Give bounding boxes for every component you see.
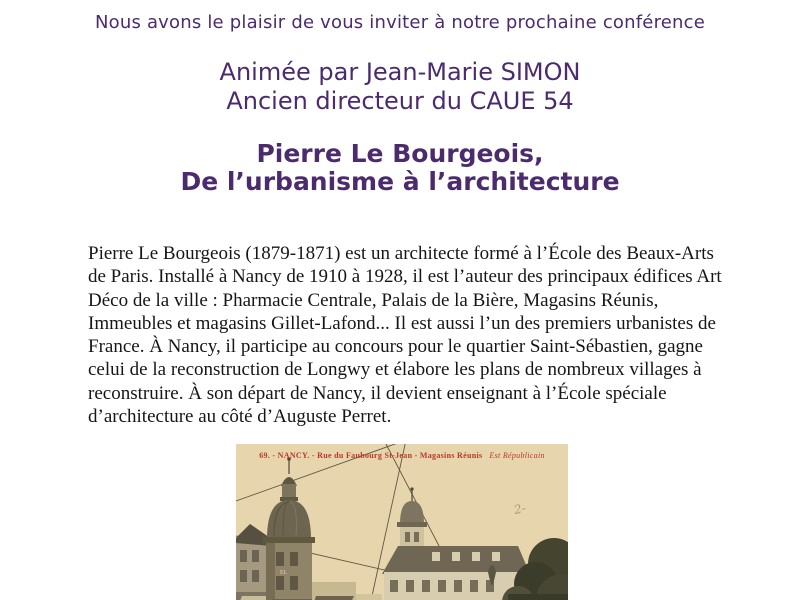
postcard-caption-credit: Est Républicain xyxy=(489,451,545,460)
invite-line: Nous avons le plaisir de vous inviter à notre prochaine conférence xyxy=(94,12,706,33)
speaker-role-line: Ancien directeur du CAUE 54 xyxy=(226,87,574,115)
nancy-postcard-image xyxy=(236,444,568,600)
postcard-pencil-mark: 2- xyxy=(512,500,528,518)
postcard-street-scene xyxy=(236,444,568,600)
postcard-caption xyxy=(236,451,568,460)
postcard-caption-text: 69. - NANCY. - Rue du Faubourg St-Jean - Magasins Réunis xyxy=(259,451,483,460)
speaker-name-line: Animée par Jean-Marie SIMON xyxy=(219,58,581,86)
biography-paragraph: Pierre Le Bourgeois (1879-1871) est un architecte formé à l’École des Beaux-Arts de Paris. Installé à Nancy de 1910 à 1928, il est l’auteur des principaux édifices Art Déco de la ville : Pharmacie Centrale, Palais de la Bière, Magasins Réunis, Immeubles et magasins Gillet-Lafond... Il est aussi l’un des premiers urbanistes de France. À Nancy, il participe au concours pour le quartier Saint-Sébastien, gagne celui de la reconstruction de Longwy et élabore les plans de nombreux villages à reconstruire. À son départ de Nancy, il devient enseignant à l’École spéciale d’architecture au côté d’Auguste Perret. xyxy=(88,243,722,428)
conference-title-line1: Pierre Le Bourgeois, xyxy=(256,139,544,168)
wall-sign-text: EL xyxy=(280,570,288,576)
conference-title-line2: De l’urbanisme à l’architecture xyxy=(180,167,620,196)
